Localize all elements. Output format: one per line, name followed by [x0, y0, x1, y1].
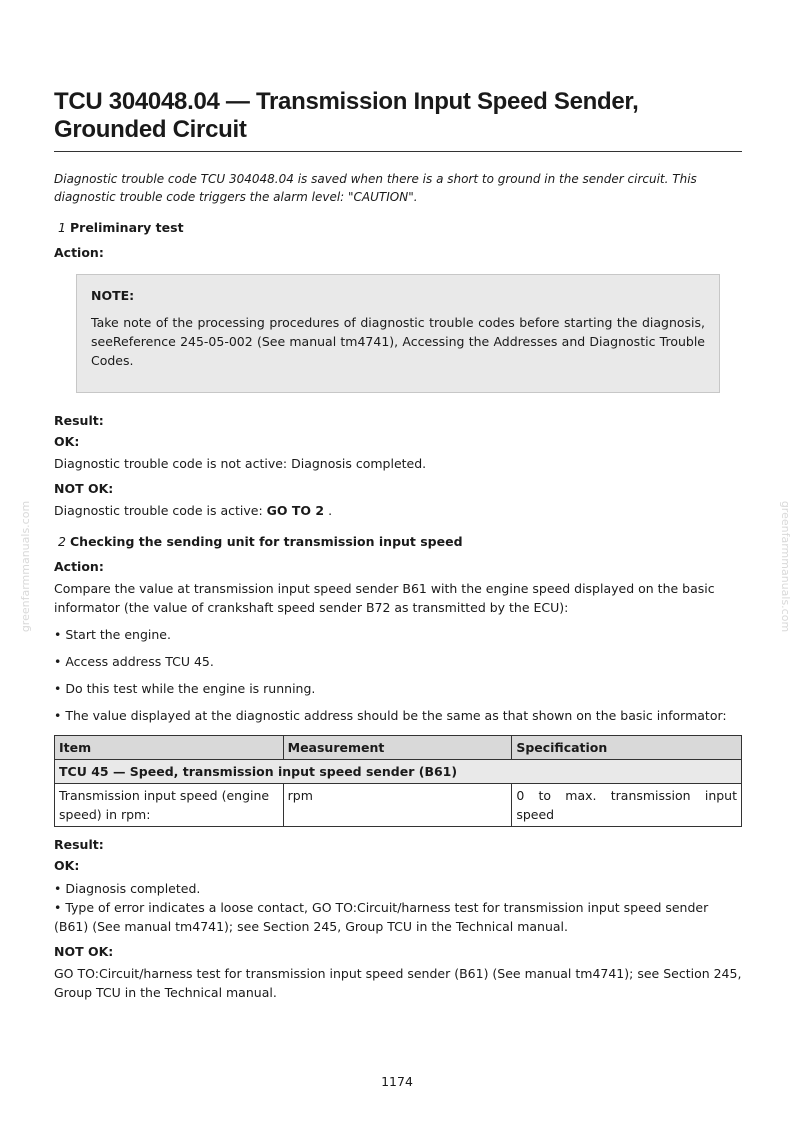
- step-2-heading: [54, 534, 742, 549]
- title-line-1: TCU 304048.04 — Transmission Input Speed Sender,: [54, 88, 639, 115]
- step-1-heading: [54, 220, 742, 235]
- step-2-notok-label: NOT OK:: [54, 944, 114, 959]
- watermark-right: greenfarmmanuals.com: [779, 500, 793, 633]
- goto-step-2-link[interactable]: GO TO 2: [266, 503, 325, 518]
- table-cell-specification: 0 to max. transmission input speed: [512, 784, 742, 827]
- column-header-measurement: Measurement: [283, 736, 512, 760]
- title-divider: [54, 151, 742, 152]
- step-1-notok-text: [54, 501, 742, 520]
- step-2-action-label: Action:: [54, 559, 104, 574]
- page-title: [54, 88, 742, 144]
- step-1-number: 1: [58, 220, 66, 235]
- step-2-title: Checking the sending unit for transmission input speed: [70, 534, 463, 549]
- table-cell-item: Transmission input speed (engine speed) in rpm:: [55, 784, 284, 827]
- table-header-row: [55, 736, 742, 760]
- step-1-result-label: Result:: [54, 413, 104, 428]
- step-2-bullet: • Access address TCU 45.: [54, 654, 214, 669]
- page-number: 1174: [381, 1074, 413, 1089]
- step-2-bullet: • The value displayed at the diagnostic address should be the same as that shown on the basic informator:: [54, 708, 727, 723]
- document-page: [54, 88, 742, 1002]
- note-box: [76, 274, 720, 393]
- column-header-item: Item: [55, 736, 284, 760]
- measurement-table: [54, 735, 742, 827]
- intro-text: Diagnostic trouble code TCU 304048.04 is saved when there is a short to ground in the sender circuit. This diagnostic trouble code triggers the alarm level: "CAUTION".: [54, 172, 697, 204]
- table-group-row: [55, 760, 742, 784]
- note-label: NOTE:: [91, 288, 135, 303]
- step-2-ok-line: • Type of error indicates a loose contact, GO TO:Circuit/harness test for transmission input speed sender (B61) (See manual tm4741); see Section 245, Group TCU in the Technical manual.: [54, 900, 709, 934]
- title-line-2: Grounded Circuit: [54, 116, 247, 143]
- step-1-notok-label: NOT OK:: [54, 481, 114, 496]
- step-1-ok-text: Diagnostic trouble code is not active: Diagnosis completed.: [54, 456, 427, 471]
- step-1-notok-body: Diagnostic trouble code is active:: [54, 503, 267, 518]
- step-1-action-label: Action:: [54, 245, 104, 260]
- step-2-number: 2: [58, 534, 66, 549]
- step-2-ok-line: • Diagnosis completed.: [54, 881, 201, 896]
- step-1-notok-end: .: [324, 503, 333, 518]
- table-row: [55, 784, 742, 827]
- table-group-label: TCU 45 — Speed, transmission input speed sender (B61): [55, 760, 742, 784]
- watermark-left: greenfarmmanuals.com: [19, 500, 33, 633]
- step-2-notok-text: GO TO:Circuit/harness test for transmission input speed sender (B61) (See manual tm4741); see Section 245, Group TCU in the Technical manual.: [54, 966, 742, 1000]
- note-body: Take note of the processing procedures of diagnostic trouble codes before starting the diagnosis, seeReference 245-05-002 (See manual tm4741), Accessing the Addresses and Diagnostic Trouble Codes.: [91, 315, 705, 368]
- step-1-ok-label: OK:: [54, 434, 80, 449]
- step-2-result-label: Result:: [54, 837, 104, 852]
- table-cell-measurement: rpm: [283, 784, 512, 827]
- column-header-specification: Specification: [512, 736, 742, 760]
- step-1-title: Preliminary test: [70, 220, 184, 235]
- step-2-ok-label: OK:: [54, 858, 80, 873]
- step-2-bullet: • Start the engine.: [54, 627, 171, 642]
- step-2-bullet: • Do this test while the engine is running.: [54, 681, 316, 696]
- step-2-action-text: Compare the value at transmission input speed sender B61 with the engine speed displayed on the basic informator (the value of crankshaft speed sender B72 as transmitted by the ECU):: [54, 581, 715, 615]
